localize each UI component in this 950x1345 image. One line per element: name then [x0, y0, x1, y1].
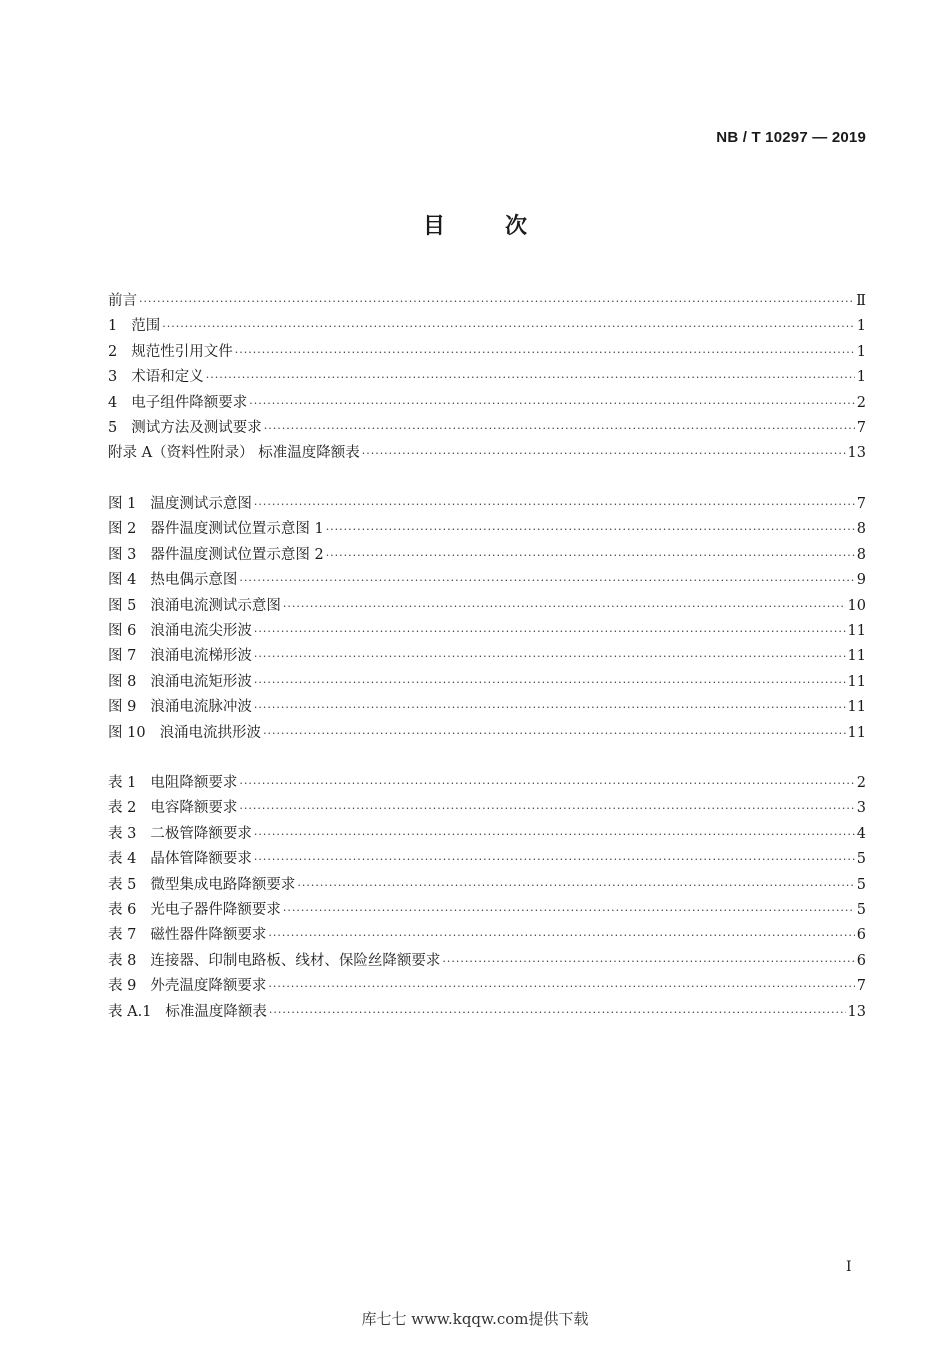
toc-entry-label: 二极管降额要求: [150, 825, 252, 842]
toc-entry-page: 13: [847, 445, 866, 462]
toc-entry-number: 图 9: [108, 699, 137, 716]
toc-entry-page: 11: [847, 622, 866, 639]
leader-dots: [269, 1006, 846, 1019]
toc-entry-label: 磁性器件降额要求: [150, 927, 267, 944]
toc-section-row[interactable]: [108, 391, 866, 416]
toc-entry-title: [108, 721, 261, 742]
toc-entry-page: 5: [856, 901, 866, 918]
toc-entry-label: 外壳温度降额要求: [150, 978, 267, 995]
toc-table-row[interactable]: [108, 923, 866, 948]
toc-section-row[interactable]: [108, 416, 866, 441]
toc-entry-page: 5: [856, 851, 866, 868]
leader-dots: [283, 600, 846, 613]
toc-entry-label: 微型集成电路降额要求: [150, 876, 296, 893]
toc-entry-title: [108, 391, 247, 412]
toc-entry-page: 7: [856, 978, 866, 995]
leader-dots: [254, 701, 846, 714]
toc-table-row[interactable]: [108, 822, 866, 847]
toc-entry-label: 电阻降额要求: [150, 775, 238, 791]
toc-entry-page: Ⅱ: [856, 293, 866, 309]
toc-entry-number: 图 1: [108, 496, 137, 512]
toc-entry-page: 11: [847, 699, 866, 716]
toc-entry-title: [108, 517, 324, 538]
toc-entry-page: 1: [856, 369, 866, 386]
toc-sections: [108, 289, 866, 467]
toc-figure-row[interactable]: [108, 543, 866, 568]
toc-table-row[interactable]: [108, 949, 866, 974]
toc-entry-page: 3: [856, 800, 866, 817]
leader-dots: [239, 777, 854, 790]
toc-entry-label: 电子组件降额要求: [131, 394, 248, 411]
toc-entry-label: 热电偶示意图: [150, 572, 238, 589]
leader-dots: [254, 498, 855, 511]
toc-entry-title: [108, 441, 360, 462]
toc-entry-title: [108, 873, 295, 894]
toc-entry-title: [108, 289, 137, 310]
leader-dots: [139, 295, 854, 308]
toc-section-row[interactable]: [108, 365, 866, 390]
leader-dots: [254, 650, 846, 663]
toc-figure-row[interactable]: [108, 492, 866, 517]
toc-entry-label: 连接器、印制电路板、线材、保险丝降额要求: [150, 952, 441, 969]
toc-entry-page: 5: [856, 876, 866, 893]
toc-entry-label: 浪涌电流梯形波: [150, 648, 252, 665]
toc-tables: [108, 771, 866, 1025]
toc-entry-number: 3: [108, 369, 118, 386]
toc-entry-number: 表 8: [108, 952, 137, 969]
toc-table-row[interactable]: [108, 1000, 866, 1025]
toc-entry-title: [108, 695, 252, 716]
toc-entry-number: 表 5: [108, 876, 137, 893]
toc-figure-row[interactable]: [108, 721, 866, 746]
toc-entry-label: 晶体管降额要求: [150, 851, 252, 868]
toc-entry-label: 光电子器件降额要求: [150, 901, 281, 918]
toc-figure-row[interactable]: [108, 619, 866, 644]
toc-entry-title: [108, 619, 252, 640]
toc-entry-page: 9: [856, 572, 866, 589]
toc-entry-page: 1: [856, 318, 866, 335]
toc-figure-row[interactable]: [108, 695, 866, 720]
toc-figure-row[interactable]: [108, 594, 866, 619]
toc-entry-page: 2: [856, 394, 866, 411]
toc-entry-number: 表 4: [108, 851, 137, 868]
leader-dots: [263, 727, 845, 740]
leader-dots: [268, 980, 854, 993]
leader-dots: [254, 828, 855, 841]
toc-entry-label: 浪涌电流拱形波: [159, 724, 262, 741]
standard-code: NB / T 10297 — 2019: [716, 129, 866, 146]
toc-entry-page: 10: [847, 597, 866, 614]
leader-dots: [239, 574, 854, 587]
toc-entry-title: [108, 644, 252, 665]
leader-dots: [254, 853, 855, 866]
toc-entry-number: 图 8: [108, 673, 137, 690]
toc-entry-page: 6: [856, 952, 866, 969]
toc-entry-label: 器件温度测试位置示意图 1: [150, 521, 324, 538]
page-number: I: [846, 1259, 852, 1275]
toc-table-row[interactable]: [108, 974, 866, 999]
toc-entry-label: 器件温度测试位置示意图 2: [150, 546, 324, 563]
toc-entry-label: 浪涌电流测试示意图: [150, 597, 281, 614]
toc-entry-number: 表 1: [108, 775, 137, 791]
toc-entry-title: [108, 340, 233, 361]
leader-dots: [206, 371, 855, 384]
leader-dots: [249, 397, 855, 410]
toc-entry-number: 图 5: [108, 597, 137, 614]
toc-entry-label: 标准温度降额表: [165, 1003, 267, 1020]
leader-dots: [442, 955, 854, 968]
toc-entry-title: [108, 492, 252, 513]
toc-table-row[interactable]: [108, 847, 866, 872]
toc-entry-number: 图 4: [108, 572, 137, 589]
toc-entry-label: 前言: [108, 293, 137, 309]
toc-section-row[interactable]: [108, 340, 866, 365]
leader-dots: [235, 346, 855, 359]
toc-entry-title: [108, 1000, 267, 1021]
toc-entry-title: [108, 543, 324, 564]
toc-section-row[interactable]: [108, 441, 866, 466]
page-title: 目次: [422, 214, 587, 239]
leader-dots: [283, 904, 855, 917]
footer-watermark: 库七七 www.kqqw.com提供下载: [361, 1310, 589, 1328]
toc-entry-title: [108, 796, 237, 817]
toc-entry-number: 图 3: [108, 546, 137, 563]
toc-entry-title: [108, 594, 281, 615]
toc-entry-label: 范围: [131, 318, 161, 335]
toc-entry-number: 表 A.1: [108, 1003, 152, 1020]
leader-dots: [326, 523, 855, 536]
leader-dots: [162, 320, 855, 333]
toc-table-row[interactable]: [108, 771, 866, 796]
toc-entry-page: 4: [856, 825, 866, 842]
toc-entry-label: 测试方法及测试要求: [131, 419, 262, 436]
toc-entry-title: [108, 314, 160, 335]
toc-entry-title: [108, 949, 440, 970]
toc-entry-page: 6: [856, 927, 866, 944]
leader-dots: [326, 549, 855, 562]
toc-entry-number: 5: [108, 419, 118, 436]
toc-entry-number: 图 6: [108, 622, 137, 639]
toc-entry-number: 图 2: [108, 521, 137, 538]
toc-entry-label: 规范性引用文件: [131, 343, 233, 360]
toc-entry-title: [108, 923, 266, 944]
toc-entry-title: [108, 771, 237, 792]
toc-entry-label: 电容降额要求: [150, 800, 238, 817]
leader-dots: [297, 879, 854, 892]
toc-entry-label: 浪涌电流矩形波: [150, 673, 252, 690]
toc-figures: [108, 492, 866, 746]
toc-entry-page: 11: [847, 724, 866, 741]
toc-entry-title: [108, 568, 237, 589]
toc-entry-title: [108, 974, 266, 995]
toc-entry-label: 浪涌电流脉冲波: [150, 699, 252, 716]
toc-entry-number: 2: [108, 343, 118, 360]
toc-entry-page: 1: [856, 343, 866, 360]
toc-entry-title: [108, 670, 252, 691]
toc-figure-row[interactable]: [108, 517, 866, 542]
toc-table-row[interactable]: [108, 873, 866, 898]
toc-section-row[interactable]: [108, 289, 866, 314]
leader-dots: [268, 929, 854, 942]
toc-entry-page: 13: [847, 1003, 866, 1020]
toc-entry-page: 7: [856, 419, 866, 436]
toc-entry-number: 表 3: [108, 825, 137, 842]
toc-entry-label: 附录 A（资料性附录） 标准温度降额表: [108, 445, 360, 462]
toc-entry-page: 11: [847, 673, 866, 690]
toc-entry-number: 4: [108, 394, 118, 411]
toc-figure-row[interactable]: [108, 568, 866, 593]
toc-entry-title: [108, 365, 204, 386]
toc-entry-label: 术语和定义: [131, 369, 204, 386]
toc-figure-row[interactable]: [108, 644, 866, 669]
toc-entry-title: [108, 847, 252, 868]
toc-figure-row[interactable]: [108, 670, 866, 695]
leader-dots: [264, 422, 855, 435]
leader-dots: [254, 676, 846, 689]
toc-entry-page: 2: [856, 775, 866, 791]
toc-entry-number: 表 6: [108, 901, 137, 918]
toc-entry-number: 图 7: [108, 648, 137, 665]
toc-entry-page: 8: [856, 546, 866, 563]
toc-entry-number: 表 7: [108, 927, 137, 944]
toc-entry-page: 11: [847, 648, 866, 665]
toc-entry-label: 温度测试示意图: [150, 496, 252, 512]
toc-entry-number: 图 10: [108, 724, 146, 741]
toc-section-row[interactable]: [108, 314, 866, 339]
toc-entry-page: 7: [856, 496, 866, 512]
leader-dots: [362, 447, 846, 460]
toc-entry-label: 浪涌电流尖形波: [150, 622, 252, 639]
toc-entry-page: 8: [856, 521, 866, 538]
toc-table-row[interactable]: [108, 898, 866, 923]
toc-entry-number: 1: [108, 318, 118, 335]
toc-entry-number: 表 9: [108, 978, 137, 995]
toc-entry-title: [108, 898, 281, 919]
toc-entry-title: [108, 416, 262, 437]
toc-table-row[interactable]: [108, 796, 866, 821]
leader-dots: [254, 625, 846, 638]
toc-entry-title: [108, 822, 252, 843]
leader-dots: [239, 802, 854, 815]
toc-entry-number: 表 2: [108, 800, 137, 817]
